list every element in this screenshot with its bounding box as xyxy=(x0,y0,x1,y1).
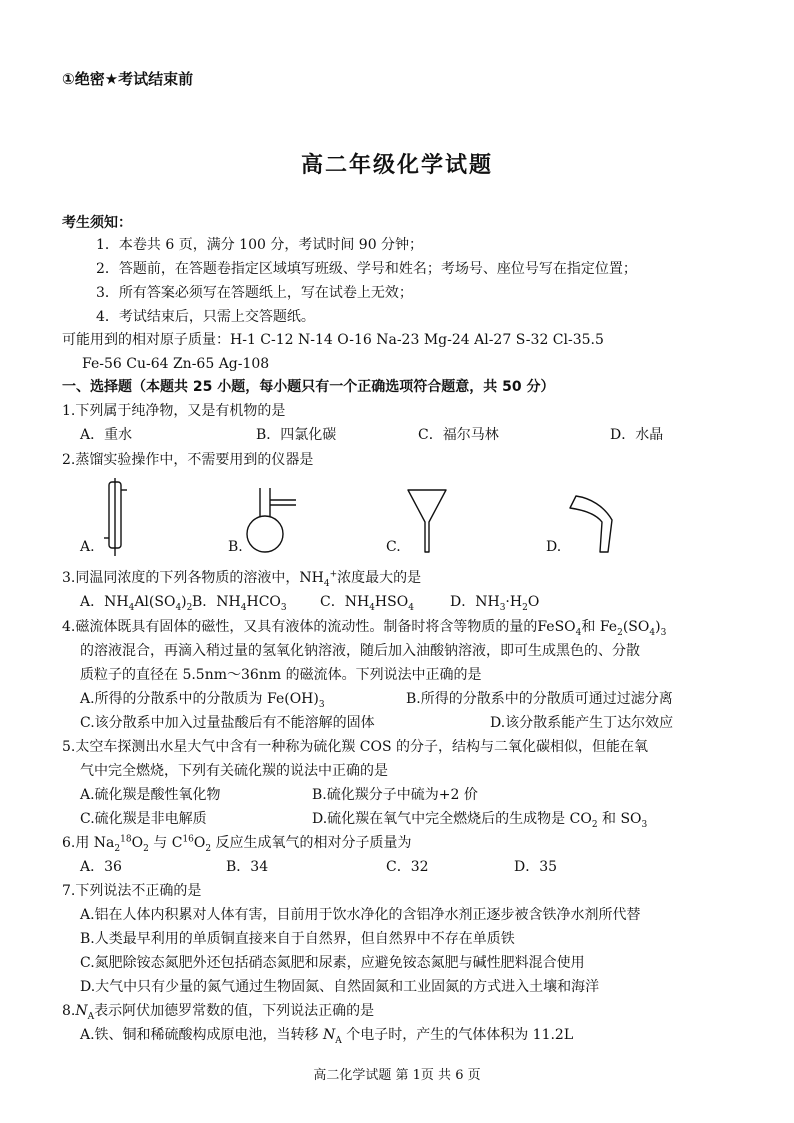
question-4-option-c: C.该分散系中加入过量盐酸后有不能溶解的固体 xyxy=(80,715,375,731)
question-1-option-d: D．水晶 xyxy=(610,427,664,443)
question-2-option-b: B. xyxy=(228,539,243,555)
question-8-option-a: A.铁、铜和稀硫酸构成原电池，当转移 $N_A$ 个电子时，产生的气体体积为 11.2L xyxy=(80,1027,574,1046)
question-6-option-b: B．34 xyxy=(226,859,269,875)
question-4-stem: 4.磁流体既具有固体的磁性，又具有液体的流动性。制备时将含等物质的量的FeSO$_4$和 $Fe_2(SO_4)_3$ xyxy=(62,619,667,638)
question-1-option-b: B．四氯化碳 xyxy=(256,427,337,443)
notice-item: 4．考试结束后，只需上交答题纸。 xyxy=(96,309,315,325)
round-bottom-flask-icon xyxy=(244,486,300,554)
question-5-option-b: B.硫化羰分子中硫为+2 价 xyxy=(312,787,478,803)
question-3-stem: 3.同温同浓度的下列各物质的溶液中，$NH_4^+$浓度最大的是 xyxy=(62,569,422,589)
question-7-stem: 7.下列说法不正确的是 xyxy=(62,883,202,899)
question-2-stem: 2.蒸馏实验操作中，不需要用到的仪器是 xyxy=(62,452,314,468)
notice-heading: 考生须知： xyxy=(62,215,132,231)
question-7-option-d: D.大气中只有少量的氮气通过生物固氮、自然固氮和工业固氮的方式进入土壤和海洋 xyxy=(80,979,600,995)
question-8-stem: $8.N_A$表示阿伏加德罗常数的值，下列说法正确的是 xyxy=(62,1003,375,1022)
question-3-option-b: B．$NH_4HCO_3$ xyxy=(192,594,287,613)
question-6-option-a: A．36 xyxy=(80,859,122,875)
question-3-option-a: A．$NH_4Al(SO_4)_2$ xyxy=(80,594,193,613)
notice-item: 1．本卷共 6 页，满分 100 分，考试时间 90 分钟； xyxy=(96,237,424,253)
page-title: 高二年级化学试题 xyxy=(300,153,493,178)
question-2-option-a: A. xyxy=(80,539,95,555)
page-footer: 高二化学试题 第 1页 共 6 页 xyxy=(313,1068,481,1083)
question-7-option-c: C.氮肥除铵态氮肥外还包括硝态氮肥和尿素，应避免铵态氮肥与碱性肥料混合使用 xyxy=(80,955,585,971)
question-6-option-c: C．32 xyxy=(386,859,429,875)
question-4-option-a: A.所得的分散系中的分散质为 $Fe(OH)_3$ xyxy=(80,691,325,710)
question-5-option-c: C.硫化羰是非电解质 xyxy=(80,811,207,827)
question-7-option-b: B.人类最早利用的单质铜直接来自于自然界，但自然界中不存在单质铁 xyxy=(80,931,515,947)
question-1-option-a: A．重水 xyxy=(80,427,133,443)
question-2-option-d: D. xyxy=(546,539,562,555)
question-4-stem-line: 质粒子的直径在 5.5nm～36nm 的磁流体。下列说法中正确的是 xyxy=(80,667,482,683)
question-2-option-c: C. xyxy=(386,539,401,555)
question-5-stem-line: 气中完全燃烧，下列有关硫化羰的说法中正确的是 xyxy=(80,763,388,779)
question-4-option-b: B.所得的分散系中的分散质可通过过滤分离 xyxy=(406,691,673,707)
notice-item: 3．所有答案必须写在答题纸上，写在试卷上无效； xyxy=(96,285,413,301)
question-1-stem: 1.下列属于纯净物，又是有机物的是 xyxy=(62,403,286,419)
condenser-icon xyxy=(100,478,130,558)
question-5-option-a: A.硫化羰是酸性氧化物 xyxy=(80,787,221,803)
notice-item: 2．答题前，在答题卷指定区域填写班级、学号和姓名；考场号、座位号写在指定位置； xyxy=(96,261,637,277)
section-heading: 一、选择题（本题共 25 小题，每小题只有一个正确选项符合题意，共 50 分） xyxy=(62,379,555,395)
question-4-stem-line: 的溶液混合，再滴入稍过量的氢氧化钠溶液，随后加入油酸钠溶液，即可生成黑色的、分散 xyxy=(80,643,640,659)
question-3-option-c: C．$NH_4HSO_4$ xyxy=(320,594,414,613)
question-3-option-d: D．$NH_3\cdot H_2O$ xyxy=(450,594,540,613)
question-4-option-d: D.该分散系能产生丁达尔效应 xyxy=(490,715,674,731)
question-5-stem: 5.太空车探测出水星大气中含有一种称为硫化羰 COS 的分子，结构与二氧化碳相似，但能在氧 xyxy=(62,739,649,755)
funnel-icon xyxy=(406,488,448,554)
atomic-masses-line: Fe-56 Cu-64 Zn-65 Ag-108 xyxy=(82,356,270,372)
question-1-option-c: C．福尔马林 xyxy=(418,427,499,443)
question-7-option-a: A.铝在人体内积累对人体有害，目前用于饮水净化的含铝净水剂正逐步被含铁净水剂所代替 xyxy=(80,907,641,923)
question-6-stem: 6.用 $Na_2^{18}O_2$ 与 $C^{16}O_2$ 反应生成氧气的相对分子质量为 xyxy=(62,834,412,854)
atomic-masses-line: 可能用到的相对原子质量：H-1 C-12 N-14 O-16 Na-23 Mg-24 Al-27 S-32 Cl-35.5 xyxy=(62,332,604,348)
confidential-mark: ①绝密★考试结束前 xyxy=(62,70,194,88)
question-6-option-d: D．35 xyxy=(514,859,558,875)
adapter-tube-icon xyxy=(566,492,616,556)
question-5-option-d: D.硫化羰在氧气中完全燃烧后的生成物是 $CO_2$ 和 $SO_3$ xyxy=(312,811,648,830)
